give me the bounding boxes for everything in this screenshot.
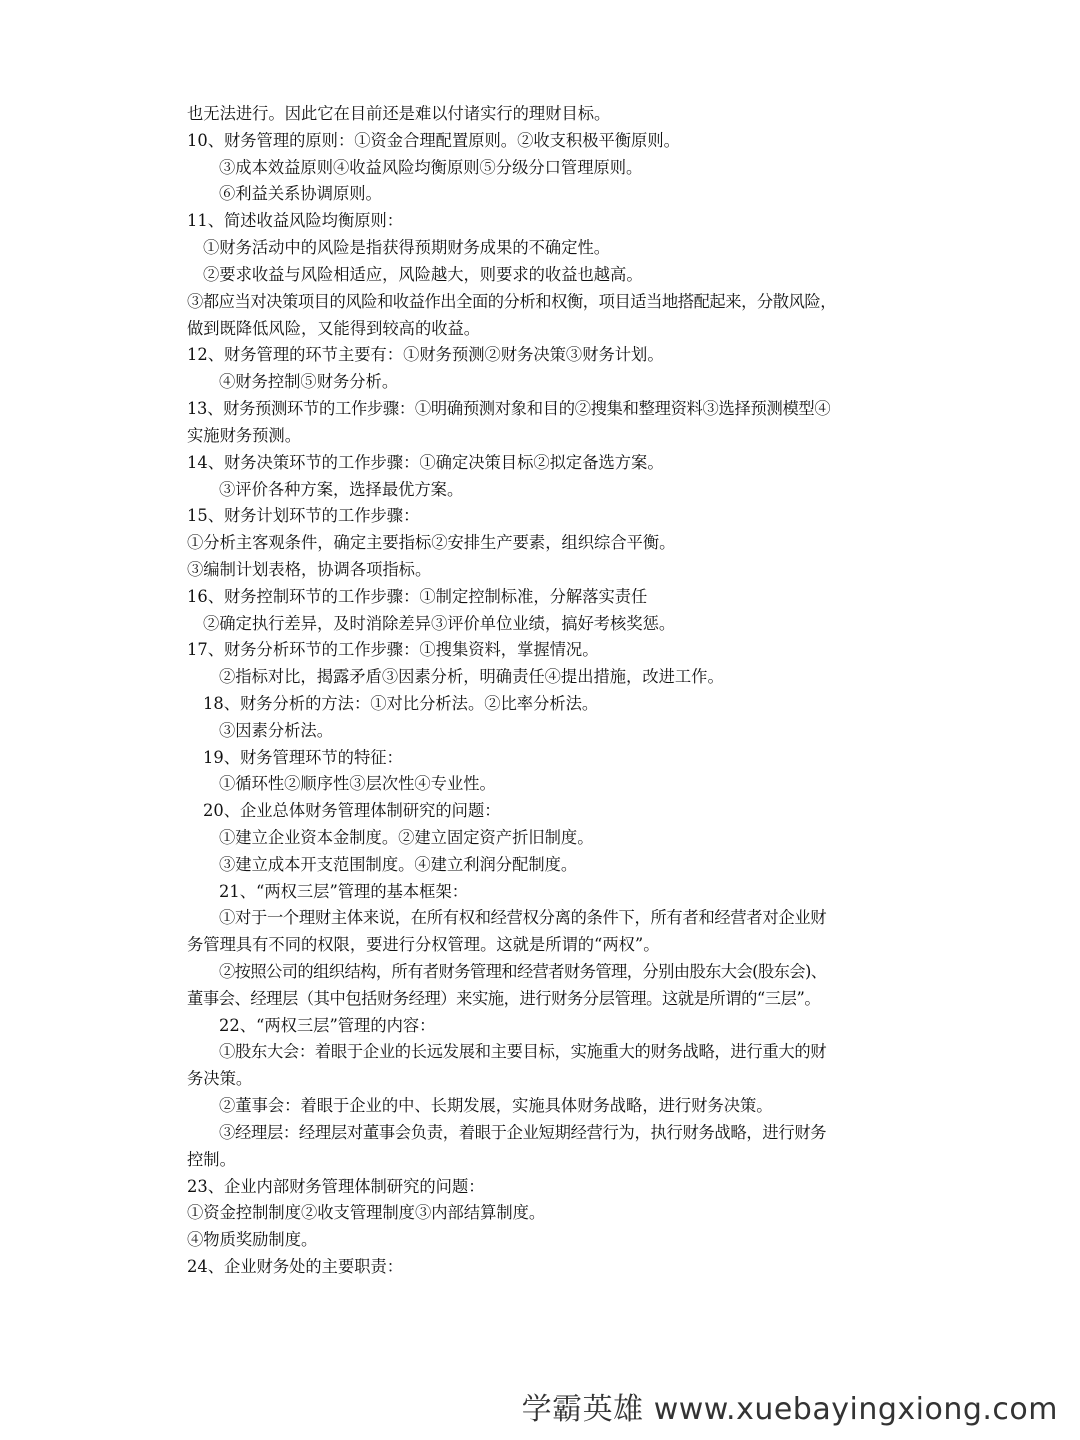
text-line: ①资金控制制度②收支管理制度③内部结算制度。: [187, 1203, 546, 1222]
text-line: 务决策。: [187, 1069, 253, 1088]
text-line: ③评价各种方案，选择最优方案。: [219, 480, 464, 499]
text-line: 实施财务预测。: [187, 426, 301, 445]
text-line: 控制。: [187, 1150, 236, 1169]
text-line: 也无法进行。因此它在目前还是难以付诸实行的理财目标。: [187, 104, 611, 123]
text-line: 14、财务决策环节的工作步骤：①确定决策目标②拟定备选方案。: [187, 453, 664, 472]
text-line: 22、“两权三层”管理的内容：: [219, 1016, 436, 1035]
text-line: 12、财务管理的环节主要有：①财务预测②财务决策③财务计划。: [187, 345, 664, 364]
text-line: 24、企业财务处的主要职责：: [187, 1257, 404, 1276]
site-watermark: 学霸英雄 www.xuebayingxiong.com: [521, 1392, 1058, 1427]
text-line: 15、财务计划环节的工作步骤：: [187, 506, 420, 525]
text-line: ②董事会：着眼于企业的中、长期发展，实施具体财务战略，进行财务决策。: [219, 1096, 773, 1115]
text-line: 20、企业总体财务管理体制研究的问题：: [203, 801, 501, 820]
text-line: ③建立成本开支范围制度。④建立利润分配制度。: [219, 855, 578, 874]
text-line: ③编制计划表格，协调各项指标。: [187, 560, 432, 579]
text-line: ②要求收益与风险相适应，风险越大，则要求的收益也越高。: [203, 265, 643, 284]
text-line: 23、企业内部财务管理体制研究的问题：: [187, 1177, 485, 1196]
text-line: ②按照公司的组织结构，所有者财务管理和经营者财务管理，分别由股东大会(股东会)、: [219, 962, 827, 981]
text-line: ④财务控制⑤财务分析。: [219, 372, 399, 391]
text-line: 17、财务分析环节的工作步骤：①搜集资料，掌握情况。: [187, 640, 599, 659]
text-line: 13、财务预测环节的工作步骤：①明确预测对象和目的②搜集和整理资料③选择预测模型④: [187, 399, 831, 418]
text-line: ③经理层：经理层对董事会负责，着眼于企业短期经营行为，执行财务战略，进行财务: [219, 1123, 827, 1142]
text-line: 18、财务分析的方法：①对比分析法。②比率分析法。: [203, 694, 599, 713]
text-line: ①建立企业资本金制度。②建立固定资产折旧制度。: [219, 828, 594, 847]
text-line: 11、简述收益风险均衡原则：: [187, 211, 404, 230]
text-line: 董事会、经理层（其中包括财务经理）来实施，进行财务分层管理。这就是所谓的“三层”。: [187, 989, 821, 1008]
text-line: 做到既降低风险，又能得到较高的收益。: [187, 319, 481, 338]
text-line: ②确定执行差异，及时消除差异③评价单位业绩，搞好考核奖惩。: [203, 614, 676, 633]
text-line: 16、财务控制环节的工作步骤：①制定控制标准，分解落实责任: [187, 587, 648, 606]
text-line: 10、财务管理的原则：①资金合理配置原则。②收支积极平衡原则。: [187, 131, 680, 150]
text-line: ②指标对比，揭露矛盾③因素分析，明确责任④提出措施，改进工作。: [219, 667, 724, 686]
text-line: 19、财务管理环节的特征：: [203, 748, 403, 767]
text-line: ⑥利益关系协调原则。: [219, 184, 382, 203]
text-line: ①股东大会：着眼于企业的长远发展和主要目标，实施重大的财务战略，进行重大的财: [219, 1042, 827, 1061]
text-line: ③因素分析法。: [219, 721, 333, 740]
text-line: ④物质奖励制度。: [187, 1230, 318, 1249]
text-line: ①对于一个理财主体来说，在所有权和经营权分离的条件下，所有者和经营者对企业财: [219, 908, 827, 927]
text-line: ①财务活动中的风险是指获得预期财务成果的不确定性。: [203, 238, 611, 257]
text-line: ③都应当对决策项目的风险和收益作出全面的分析和权衡，项目适当地搭配起来，分散风险，: [187, 292, 837, 311]
text-line: ③成本效益原则④收益风险均衡原则⑤分级分口管理原则。: [219, 158, 643, 177]
text-line: ①循环性②顺序性③层次性④专业性。: [219, 774, 496, 793]
text-line: 21、“两权三层”管理的基本框架：: [219, 882, 469, 901]
text-line: ①分析主客观条件，确定主要指标②安排生产要素，组织综合平衡。: [187, 533, 676, 552]
text-line: 务管理具有不同的权限，要进行分权管理。这就是所谓的“两权”。: [187, 935, 660, 954]
